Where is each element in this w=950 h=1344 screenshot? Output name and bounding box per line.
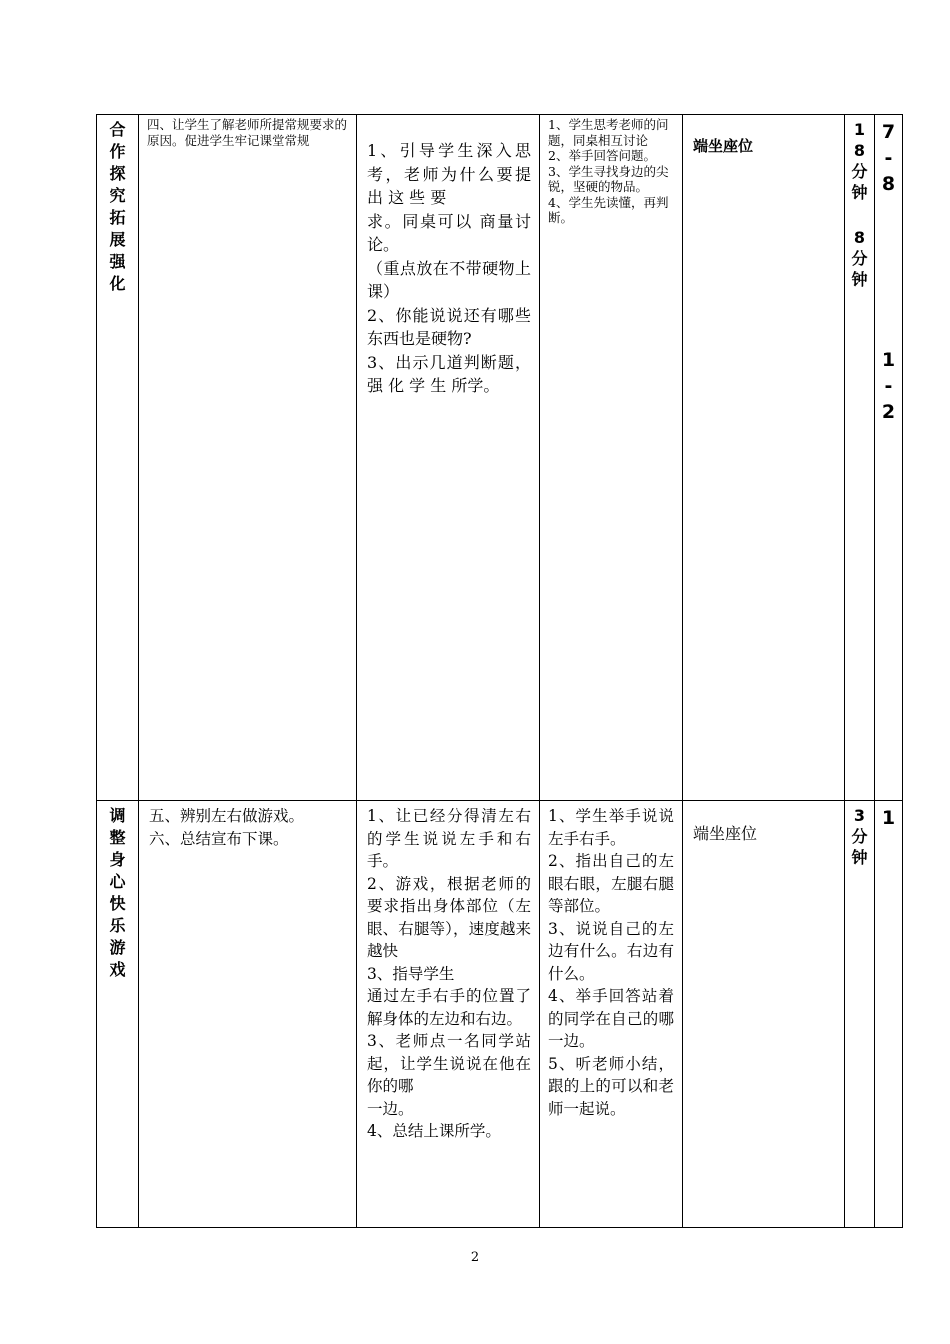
time-char: 3 (853, 806, 866, 825)
count-label (875, 801, 902, 831)
time-char: 分 (851, 827, 868, 846)
stage-char: 拓 (109, 208, 126, 227)
count-label (875, 115, 902, 425)
stage-char: 合 (109, 120, 126, 139)
stage-char: 乐 (109, 916, 126, 935)
time-label (845, 115, 874, 290)
teacher-activity-text: 1、引导学生深入思考，老师为什么要提 出 这 些 要 求。同桌可以 商量讨论。 （重点放在不带硬物上课） 2、你能说说还有哪些东西也是硬物? 3、出示几道判断题， 强 化 学 生 所学。 (367, 141, 531, 395)
time-label (845, 801, 874, 868)
content-text: 五、辨别左右做游戏。 六、总结宣布下课。 (149, 807, 305, 848)
time-cell (845, 115, 875, 801)
time-char: 分 (851, 162, 868, 181)
count-char: 7 (881, 121, 896, 143)
time-char: 1 (853, 120, 866, 139)
stage-char: 戏 (109, 960, 126, 979)
content-cell (139, 801, 357, 1228)
student-activity-cell (540, 801, 683, 1228)
table-row-explore (97, 115, 903, 801)
stage-char: 整 (109, 828, 126, 847)
stage-char: 究 (109, 186, 126, 205)
position-cell (683, 801, 845, 1228)
stage-char: 调 (109, 806, 126, 825)
stage-label (97, 801, 138, 981)
teacher-activity-cell (357, 801, 540, 1228)
stage-char: 游 (109, 938, 126, 957)
count-cell (875, 801, 903, 1228)
count-char: 8 (881, 173, 896, 195)
teacher-activity-cell (357, 115, 540, 801)
count-char: - (884, 147, 893, 169)
stage-char: 强 (109, 252, 126, 271)
stage-char: 心 (109, 872, 126, 891)
student-activity-text: 1、学生思考老师的问题，同桌相互讨论 2、举手回答问题。 3、学生寻找身边的尖锐，坚硬的物品。 4、学生先读懂，再判断。 (548, 117, 669, 225)
stage-char: 化 (109, 274, 126, 293)
position-cell (683, 115, 845, 801)
time-cell (845, 801, 875, 1228)
teacher-activity-text: 1、让已经分得清左右的学生说说左手和右手。 2、游戏，根据老师的要求指出身体部位（左眼、右腿等），速度越来越快 3、指导学生 通过左手右手的位置了解身体的左边和右边。 3、老师点一名同学站起，让学生说说在他在你的哪 一边。 4、总结上课所学。 (367, 807, 531, 1140)
position-text: 端坐座位 (693, 824, 758, 843)
count-char: 1 (881, 807, 896, 829)
content-text: 四、让学生了解老师所提常规要求的原因。促进学生牢记课堂常规 (147, 117, 348, 148)
stage-cell (97, 801, 139, 1228)
time-char: 钟 (851, 183, 868, 202)
stage-char: 快 (109, 894, 126, 913)
time-char: 钟 (851, 848, 868, 867)
stage-char: 展 (109, 230, 126, 249)
position-text: 端坐座位 (693, 137, 754, 155)
content-cell (139, 115, 357, 801)
time-char: 分 (851, 249, 868, 268)
table-row-game (97, 801, 903, 1228)
count-cell (875, 115, 903, 801)
student-activity-text: 1、学生举手说说左手右手。 2、指出自己的左眼右眼，左腿右腿等部位。 3、说说自己的左边有什么。右边有什么。 4、举手回答站着的同学在自己的哪一边。 5、听老师小结，跟的上的可以和老师一起说。 (548, 807, 674, 1118)
count-char: 2 (881, 401, 896, 423)
lesson-plan-table (96, 114, 903, 1228)
count-char: - (884, 375, 893, 397)
stage-char: 身 (109, 850, 126, 869)
count-char: 1 (881, 349, 896, 371)
stage-char: 探 (109, 164, 126, 183)
page-number: 2 (470, 1250, 480, 1265)
stage-label (97, 115, 138, 295)
time-char: 钟 (851, 270, 868, 289)
student-activity-cell (540, 115, 683, 801)
time-char: 8 (853, 141, 866, 160)
stage-char: 作 (109, 142, 126, 161)
stage-cell (97, 115, 139, 801)
time-char: 8 (853, 228, 866, 247)
